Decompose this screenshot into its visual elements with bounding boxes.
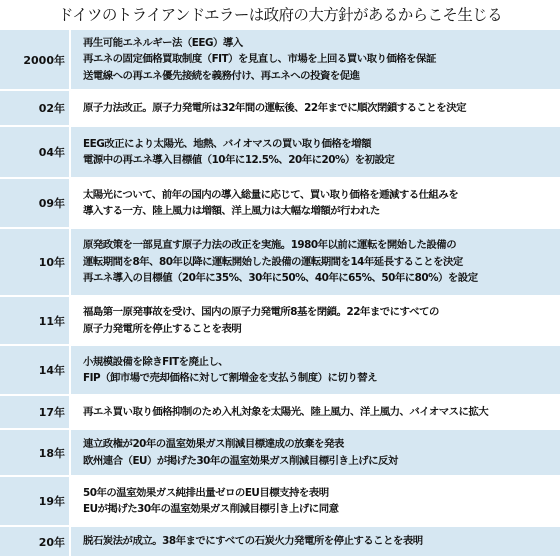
description-line: 原子力法改正。原子力発電所は32年間の運転後、22年までに順次閉鎖することを決定	[83, 101, 466, 114]
description-line: 再エネ導入の目標値（20年に35%、30年に50%、40年に65%、50年に80%）を設定	[83, 272, 478, 285]
table-row	[0, 477, 560, 527]
description-cell	[71, 436, 560, 469]
table-row	[0, 179, 560, 229]
page-title: ドイツのトライアンドエラーは政府の大方針があるからこそ生じる	[57, 6, 503, 24]
year-cell: 2000年	[23, 53, 65, 67]
description-line: 脱石炭法が成立。38年までにすべての石炭火力発電所を停止することを表明	[83, 535, 423, 548]
year-cell: 14年	[38, 364, 65, 377]
description-line: 送電線への再エネ優先接続を義務付け、再エネへの投資を促進	[83, 69, 360, 82]
description-line: 原子力発電所を停止することを表明	[83, 322, 242, 335]
year-cell: 19年	[0, 477, 69, 525]
description-cell	[71, 136, 560, 169]
description-line: 50年の温室効果ガス純排出量ゼロのEU目標支持を表明	[83, 486, 329, 499]
year-cell: 18年	[38, 446, 65, 460]
description-line: 再生可能エネルギー法（EEG）導入	[83, 36, 243, 49]
description-line: 福島第一原発事故を受け、国内の原子力発電所8基を閉鎖。22年までにすべての	[83, 306, 439, 318]
year-cell: 11年	[0, 297, 69, 344]
table-row	[0, 396, 560, 430]
description-cell	[71, 533, 560, 550]
description-line: 運転期間を8年、80年以降に運転開始した設備の運転期間を14年延長することを決定	[83, 255, 463, 268]
description-line: 再エネ買い取り価格抑制のため入札対象を太陽光、陸上風力、洋上風力、バイオマスに拡大	[83, 405, 489, 418]
description-line: FIP（卸市場で売却価格に対して割増金を支払う制度）に切り替え	[83, 372, 378, 384]
table-row	[0, 229, 560, 297]
year-cell: 10年	[38, 256, 65, 269]
description-line: 小規模設備を除きFITを廃止し、	[83, 355, 229, 368]
description-line: EEG改正により太陽光、地熱、バイオマスの買い取り価格を増額	[83, 137, 371, 150]
year-cell: 09年	[0, 179, 69, 227]
year-cell: 17年	[0, 396, 69, 428]
description-line: 導入する一方、陸上風力は増額、洋上風力は大幅な増額が行われた	[83, 205, 380, 217]
timeline-table	[0, 30, 560, 558]
description-line: 原発政策を一部見直す原子力法の改正を実施。1980年以前に運転を開始した設備の	[83, 239, 457, 252]
table-row	[0, 127, 560, 179]
description-cell	[71, 354, 560, 387]
description-cell	[71, 237, 560, 287]
description-cell	[71, 485, 560, 518]
year-cell: 20年	[38, 535, 65, 549]
table-row	[0, 346, 560, 396]
table-row	[0, 297, 560, 346]
description-line: 太陽光について、前年の国内の導入総量に応じて、買い取り価格を逓減する仕組みを	[83, 188, 459, 201]
year-cell: 04年	[38, 146, 65, 159]
description-line: 連立政権が20年の温室効果ガス削減目標達成の放棄を発表	[83, 438, 344, 450]
description-line: 再エネの固定価格買取制度（FIT）を見直し、市場を上回る買い取り価格を保証	[83, 53, 436, 66]
description-cell	[71, 100, 560, 117]
table-row	[0, 527, 560, 558]
year-cell: 02年	[0, 91, 69, 125]
table-row	[0, 430, 560, 477]
table-row	[0, 30, 560, 91]
description-cell	[71, 404, 560, 421]
description-cell	[71, 304, 560, 337]
description-cell	[71, 35, 560, 85]
description-line: 電源中の再エネ導入目標値（10年に12.5%、20年に20%）を初設定	[83, 154, 395, 166]
description-cell	[71, 187, 560, 220]
description-line: EUが掲げた30年の温室効果ガス削減目標引き上げに同意	[83, 503, 339, 515]
description-line: 欧州連合（EU）が掲げた30年の温室効果ガス削減目標引き上げに反対	[83, 454, 398, 467]
table-row	[0, 91, 560, 127]
